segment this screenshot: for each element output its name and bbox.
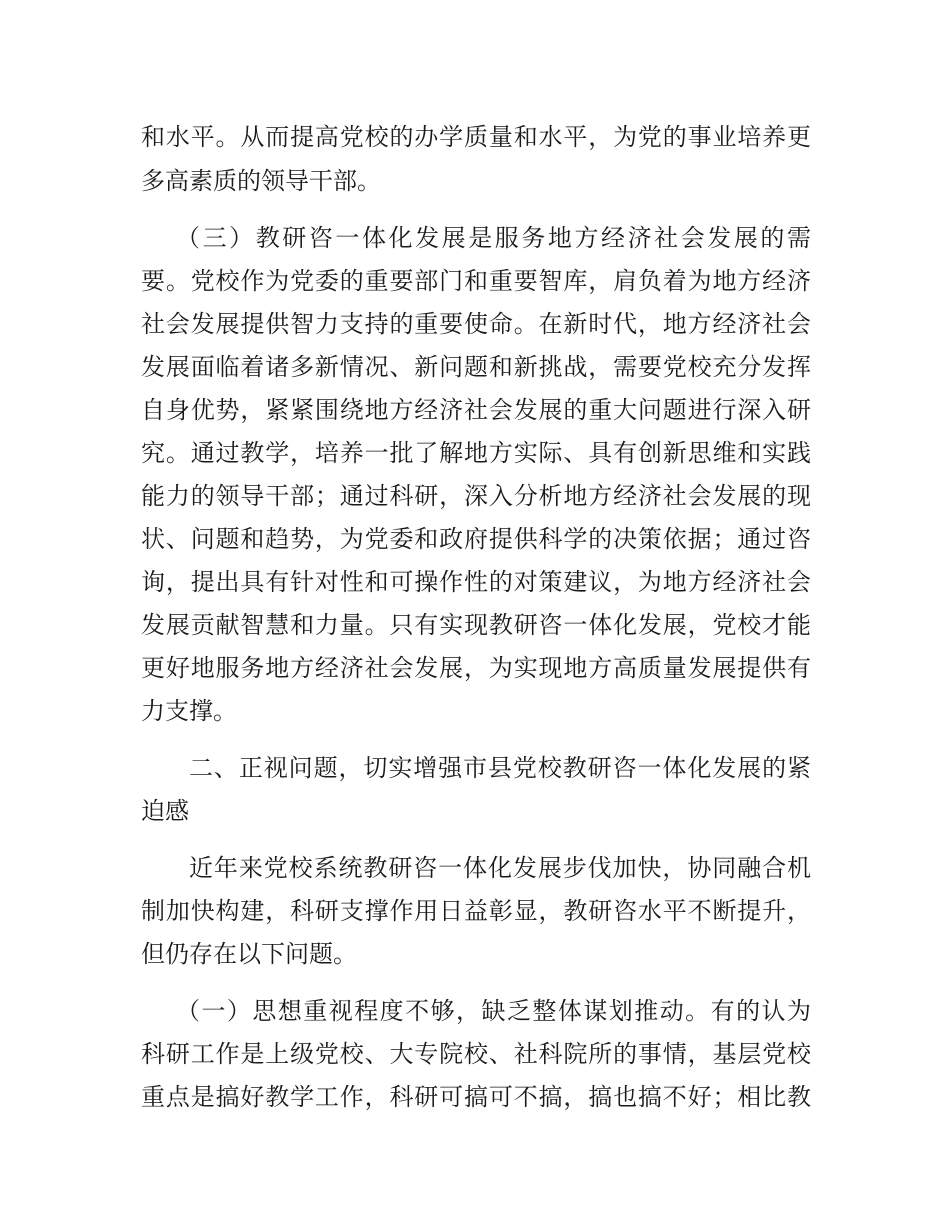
text-line: 科研工作是上级党校、大专院校、社科院所的事情，基层党校 [141, 1040, 811, 1068]
text-line: 询，提出具有针对性和可操作性的对策建议，为地方经济社会 [141, 568, 811, 596]
text-line: 究。通过教学，培养一批了解地方实际、具有创新思维和实践 [141, 439, 811, 467]
section-heading: 二、正视问题，切实增强市县党校教研咨一体化发展的紧 [189, 754, 811, 782]
text-line: 能力的领导干部；通过科研，深入分析地方经济社会发展的现 [141, 482, 811, 510]
text-line: （三）教研咨一体化发展是服务地方经济社会发展的需 [176, 224, 811, 252]
text-line: 要。党校作为党委的重要部门和重要智库，肩负着为地方经济 [141, 267, 811, 295]
text-line: 重点是搞好教学工作，科研可搞可不搞，搞也搞不好；相比教 [141, 1083, 811, 1111]
text-line: 发展面临着诸多新情况、新问题和新挑战，需要党校充分发挥 [141, 353, 811, 381]
text-line: 状、问题和趋势，为党委和政府提供科学的决策依据；通过咨 [141, 525, 811, 553]
text-line: 和水平。从而提高党校的办学质量和水平，为党的事业培养更 [141, 123, 811, 151]
text-line: 但仍存在以下问题。 [141, 940, 357, 968]
section-heading: 迫感 [141, 797, 189, 825]
text-line: 自身优势，紧紧围绕地方经济社会发展的重大问题进行深入研 [141, 396, 811, 424]
text-line: 制加快构建，科研支撑作用日益彰显，教研咨水平不断提升， [141, 897, 811, 925]
text-line: 更好地服务地方经济社会发展，为实现地方高质量发展提供有 [141, 654, 811, 682]
text-line: （一）思想重视程度不够，缺乏整体谋划推动。有的认为 [176, 997, 811, 1025]
text-line: 力支撑。 [141, 697, 237, 725]
text-line: 发展贡献智慧和力量。只有实现教研咨一体化发展，党校才能 [141, 611, 811, 639]
text-line: 社会发展提供智力支持的重要使命。在新时代，地方经济社会 [141, 310, 811, 338]
text-line: 多高素质的领导干部。 [141, 167, 381, 195]
text-line: 近年来党校系统教研咨一体化发展步伐加快，协同融合机 [189, 854, 811, 882]
